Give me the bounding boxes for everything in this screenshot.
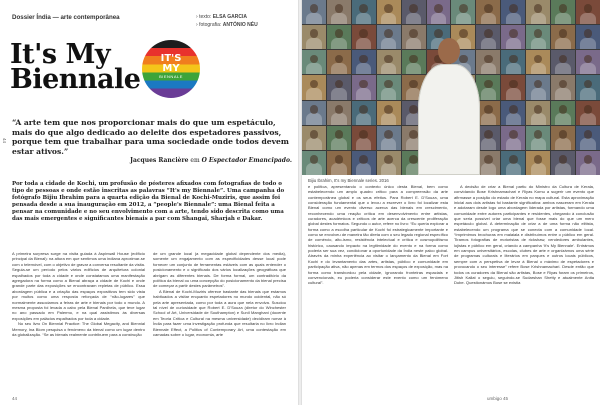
portrait-head xyxy=(559,130,568,139)
portrait-head xyxy=(384,80,393,89)
portrait-body xyxy=(506,138,521,150)
paragraph: A decisão de criar a Bienal partiu do Ministro da Cultura de Kerala, convidando Bose Krishnamachari e Riyas Komu a sugerir um evento que afirmasse a posição do estado de Kerala no mapa cultural. Esta aproximação inicial aos dois artistas foi bastante significativa: ambos nasceram em Kerala e adotaram desde logo uma abordagem liderada por artistas, formando uma comunidade entre autores participantes e residentes, chegando à conclusão que seria possível criar uma bienal que fosse mais do que um mero espetáculo global. A determinação de criar a de uma forma não elitista, estabelecendo um programa que se conecta com a comunidade local. “Imprimimos brochuras em malaiala e distribuímos entre o público em geral. Tiramos fotografias de motoristas de rickshaw, vendedores ambulantes, lojistas e público em geral, criando a campanha ‘It's My Biennale’. Entrámos em campus universitários, escolas, clubes de arte e organizámos uma série de programas culturais e literários em parques e outros locais públicos, sempre com a perspetiva de levar à Bienal o máximo de espetadores e provocando o seu interesse” refere Bose Krishnamachari. Desde então que todos os curadores da Bienal são artistas, Bose e Riyas foram os primeiros, Jitish Kallat o seguiu, seguindo-se Sudarshan Shetty e atualmente Anita Dube. Questionámos Bose se existia xyxy=(454,184,594,286)
mosaic-portrait-tile xyxy=(302,75,326,99)
portrait-body xyxy=(580,113,595,125)
portrait-body xyxy=(331,13,346,25)
portrait-head xyxy=(384,29,393,38)
portrait-body xyxy=(406,13,421,25)
paragraph: A primeira surpresa surge na visita guiada à Aspinwall House (edifício principal da Bienal): na altura em que sentimos uma indiana aproximar-se com o telemóvel, com o objetivo de gravar a conversa resultante da visita. Seguia-se um período pelos vários edifícios de arquitetura colonial espalhados por toda a cidade e onde constatamos uma manifestação agregadora na forma como a Bienal abraça a cidade de Kochi e onde grande parte das exposições se encontravam repletas de público. Essa abordagem pública e a criação das espaços expositivos tem sido vista por muitos como uma resposta reforçada de “não-lugares” que normalmente associamos a feiras de arte e bienais por todo o mundo. A mesma proposta foi levada a cabo pela Bienal Pardhela, que teve lugar no ano passado em Palermo, e na qual assistimos às diversas exposições em palácios espalhados por toda a cidade. xyxy=(12,251,145,321)
mosaic-portrait-tile xyxy=(302,126,326,150)
mosaic-portrait-tile xyxy=(377,101,401,125)
mosaic-portrait-tile xyxy=(327,126,351,150)
section-title: Dossier Índia — arte contemporânea xyxy=(12,14,120,21)
portrait-head xyxy=(384,4,393,13)
mosaic-portrait-tile xyxy=(501,0,525,24)
mosaic-portrait-tile xyxy=(501,101,525,125)
paragraph: e política, apresentando o contexto único desta Bienal, bem como estabelecendo um amplo quadro crítico para a compreensão da arte contemporânea global e os seus efeitos. Para Robert E. D'Souza, uma consideração fundamental que o levou a escrever o livro foi localizar esta Bienal como um evento diverso acerca das bienais em crescimento, reconhecendo uma reação crítica em desenvolvimento entre artistas, curadores, académicos e críticos de arte acerca da crescente proliferação global destes formatos. Segundo o autor, refere no livro: “Eu queria explorar a forma como a escolha particular de Kochi foi estrategicamente importante e como se envolveu de maneira tão direta com o seu legado regional específico de comércio, alto-ismo, resistência intelectual e crítica e cosmopolitismo histórico, causando impacto na legitimidade do evento e na forma como poderia ser sua vez, condicionar a oportunidade da Índia neste palco global. Através da minha experiência ao visitar o lançamento da Bienal em Fort Kochi e do levantamento das artes, artistas, público e comunidade em participação ativa, não apenas em termos dos espaços de exposição, mas na forma como transbordou pela cidade, ignorando fronteiras espaciais e convencionais, eu poderia considerar este evento como um fenómeno cultural”. xyxy=(308,184,448,286)
portrait-head xyxy=(559,55,568,64)
portrait-body xyxy=(306,113,321,125)
portrait-head xyxy=(359,80,368,89)
portrait-body xyxy=(381,63,396,75)
portrait-body xyxy=(356,88,371,100)
portrait-head xyxy=(310,130,319,139)
portrait-head xyxy=(409,4,418,13)
portrait-head xyxy=(384,105,393,114)
portrait-body xyxy=(555,88,570,100)
portrait-body xyxy=(306,38,321,50)
logo-subtext: BIENNALE xyxy=(159,74,183,79)
mosaic-portrait-tile xyxy=(526,126,550,150)
mosaic-portrait-tile xyxy=(352,50,376,74)
portrait-body xyxy=(531,88,546,100)
portrait-body xyxy=(356,138,371,150)
mosaic-portrait-tile xyxy=(551,75,575,99)
body-column-3 xyxy=(308,184,448,286)
portrait-head xyxy=(584,29,593,38)
portrait-body xyxy=(381,38,396,50)
portrait-body xyxy=(381,13,396,25)
mosaic-portrait-tile xyxy=(576,151,600,175)
page-number-left: 44 xyxy=(12,396,18,401)
portrait-head xyxy=(359,130,368,139)
figure-body xyxy=(418,64,480,175)
mosaic-portrait-tile xyxy=(327,75,351,99)
photo-credit: › fotografia: ANTÓNIO NÉU xyxy=(196,22,258,28)
page-number-right xyxy=(487,396,508,401)
paragraph: A Bienal de Kochi-Muziris oferece bastante das bienais que estamos habituados a visitar enquanto espetadores no mundo ocidental, não só pela arte apresentada, como por toda a aura que nela envolva. Susciou tal nível de curiosidade que Robert E. D'Souza (diretor do Winchester School of Art, Universidade de Southampton) e Sunil Manghani (docente em Teoria Crítica e Cultural na mesma universidade) decidiram rumar à Índia para fazer uma investigação profunda que resultaria no livro Indian Biennale Effect, a Politics of Contemporary Art, uma contestação em camadas sobre o lugar, economia, arte xyxy=(153,288,286,338)
mosaic-portrait-tile xyxy=(352,101,376,125)
title-line-1: It's My xyxy=(10,39,111,70)
mosaic-portrait-tile xyxy=(576,126,600,150)
portrait-body xyxy=(555,163,570,175)
portrait-body xyxy=(381,138,396,150)
portrait-head xyxy=(384,55,393,64)
mosaic-portrait-tile xyxy=(327,50,351,74)
mosaic-portrait-tile xyxy=(576,50,600,74)
body-column-4 xyxy=(454,184,594,286)
portrait-head xyxy=(359,155,368,164)
mosaic-portrait-tile xyxy=(427,0,451,24)
portrait-head xyxy=(559,4,568,13)
mosaic-portrait-tile xyxy=(451,0,475,24)
portrait-body xyxy=(555,38,570,50)
portrait-head xyxy=(335,130,344,139)
mosaic-portrait-tile xyxy=(377,0,401,24)
left-page xyxy=(0,0,298,405)
mosaic-portrait-tile xyxy=(352,151,376,175)
mosaic-portrait-tile xyxy=(576,75,600,99)
portrait-body xyxy=(506,163,521,175)
portrait-head xyxy=(335,105,344,114)
portrait-head xyxy=(384,155,393,164)
portrait-head xyxy=(559,105,568,114)
logo-text: IT'S MY xyxy=(160,53,182,74)
photo-caption: Bijiu Ibrahim, It's my Biennale series. 2016 xyxy=(308,178,389,183)
mosaic-portrait-tile xyxy=(402,0,426,24)
mosaic-portrait-tile xyxy=(327,0,351,24)
side-page-marker: 44 xyxy=(2,138,7,144)
portrait-head xyxy=(359,29,368,38)
mosaic-portrait-tile xyxy=(576,0,600,24)
portrait-head xyxy=(584,4,593,13)
mosaic-portrait-tile xyxy=(551,25,575,49)
title-line-2: Biennale xyxy=(10,64,141,95)
figure-head xyxy=(438,38,460,64)
portrait-body xyxy=(580,163,595,175)
mosaic-portrait-tile xyxy=(302,50,326,74)
magazine-name: umbigo xyxy=(487,396,502,401)
mosaic-portrait-tile xyxy=(526,151,550,175)
mosaic-portrait-tile xyxy=(377,126,401,150)
article-lead: Por toda a cidade de Kochi, um profusão de pósteres afixados com fotografias de todo o tipo de pessoas e onde estão inscritas as palavras “It's my Biennale”. Uma campanha do fotógrafo Bijiu Ibrahim para a quarta edição da Bienal de Kochi-Muziris, que assim foi pensada desde a sua inauguração em 2012, a “people's Biennale”: uma Bienal feita a pensar na comunidade e no seu envolvimento com a arte, tendo sido descrita como uma das mais emergentes e significantes bienais a par com Shangai, Sharjah e Dakar. xyxy=(12,181,285,222)
portrait-body xyxy=(531,163,546,175)
portrait-body xyxy=(481,13,496,25)
mosaic-portrait-tile xyxy=(352,0,376,24)
portrait-head xyxy=(534,29,543,38)
its-my-biennale-logo xyxy=(142,40,200,98)
portrait-head xyxy=(509,29,518,38)
paragraph: de um grande local (a megacidade global dependente dos media), somente um engajamento com as especificidades desse local pode fornecer um conjunto de ferramentas estáveis com as quais entender o posicionamento e o significado dos vários localizações geográficas que abrigam as diferentes bienais. De forma formal, um contraditório da política da bienal ou uma concepção do posicionamento da bienal precisa de começar a partir destes parâmetros”. xyxy=(153,251,286,289)
portrait-body xyxy=(531,13,546,25)
portrait-body xyxy=(555,13,570,25)
portrait-body xyxy=(506,113,521,125)
portrait-head xyxy=(559,29,568,38)
mosaic-portrait-tile xyxy=(526,75,550,99)
paragraph: No seu livro On Biennial Practice: The Global Megacity, and Biennial Memory, Ina Blom pesquisa o fenómeno da bienal como um lugar dentro da globalização. “Se as bienais realmente contribuem para a construção xyxy=(12,321,145,338)
portrait-body xyxy=(381,88,396,100)
mosaic-portrait-tile xyxy=(551,126,575,150)
mosaic-portrait-tile xyxy=(302,25,326,49)
portrait-head xyxy=(335,29,344,38)
portrait-body xyxy=(356,13,371,25)
portrait-head xyxy=(509,80,518,89)
portrait-head xyxy=(359,55,368,64)
portrait-head xyxy=(534,55,543,64)
mosaic-portrait-tile xyxy=(526,0,550,24)
portrait-body xyxy=(331,88,346,100)
mosaic-portrait-tile xyxy=(526,50,550,74)
mosaic-portrait-tile xyxy=(352,25,376,49)
portrait-body xyxy=(580,88,595,100)
portrait-body xyxy=(356,113,371,125)
mosaic-portrait-tile xyxy=(501,75,525,99)
portrait-head xyxy=(310,155,319,164)
mosaic-portrait-tile xyxy=(476,0,500,24)
portrait-head xyxy=(359,105,368,114)
portrait-body xyxy=(356,38,371,50)
text-credit: › texto: ELSA GARCIA xyxy=(196,14,247,20)
portrait-head xyxy=(434,4,443,13)
portrait-head xyxy=(484,4,493,13)
page-number: 45 xyxy=(503,396,509,401)
mosaic-portrait-tile xyxy=(501,126,525,150)
body-column-1 xyxy=(12,251,145,338)
right-page xyxy=(302,0,600,405)
mosaic-portrait-tile xyxy=(377,50,401,74)
portrait-head xyxy=(335,155,344,164)
portrait-body xyxy=(356,163,371,175)
mosaic-portrait-tile xyxy=(327,151,351,175)
mosaic-portrait-tile xyxy=(551,50,575,74)
portrait-body xyxy=(331,38,346,50)
portrait-body xyxy=(555,63,570,75)
portrait-body xyxy=(555,138,570,150)
mosaic-portrait-tile xyxy=(551,151,575,175)
central-portrait-figure xyxy=(406,30,494,175)
portrait-body xyxy=(356,63,371,75)
portrait-head xyxy=(584,155,593,164)
portrait-body xyxy=(531,63,546,75)
portrait-body xyxy=(531,38,546,50)
mosaic-portrait-tile xyxy=(352,126,376,150)
portrait-body xyxy=(555,113,570,125)
portrait-body xyxy=(580,63,595,75)
quote-attribution: Jacques Rancière em O Espectador Emancipado. xyxy=(130,157,292,164)
mosaic-portrait-tile xyxy=(551,101,575,125)
portrait-head xyxy=(459,4,468,13)
portrait-body xyxy=(331,113,346,125)
article-title xyxy=(10,39,141,95)
mosaic-portrait-tile xyxy=(327,25,351,49)
portrait-head xyxy=(534,4,543,13)
credits xyxy=(196,13,258,29)
pull-quote: “A arte tem que nos proporcionar mais do que um espetáculo, mais do que algo dedicado ao deleite dos espetadores passivos, porque tem que trabalhar para uma sociedade onde todos devem estar ativos.” xyxy=(12,118,289,156)
portrait-body xyxy=(506,63,521,75)
portrait-head xyxy=(335,4,344,13)
portrait-body xyxy=(456,13,471,25)
mosaic-portrait-tile xyxy=(576,101,600,125)
mosaic-portrait-tile xyxy=(302,151,326,175)
portrait-head xyxy=(335,55,344,64)
portrait-body xyxy=(331,163,346,175)
portrait-body xyxy=(306,163,321,175)
mosaic-portrait-tile xyxy=(501,25,525,49)
portrait-head xyxy=(384,130,393,139)
portrait-body xyxy=(306,138,321,150)
mosaic-portrait-tile xyxy=(377,151,401,175)
portrait-body xyxy=(506,13,521,25)
mosaic-portrait-tile xyxy=(302,101,326,125)
portrait-head xyxy=(534,105,543,114)
mosaic-portrait-tile xyxy=(501,151,525,175)
mosaic-portrait-tile xyxy=(526,101,550,125)
mosaic-portrait-tile xyxy=(576,25,600,49)
portrait-body xyxy=(506,38,521,50)
portrait-body xyxy=(306,63,321,75)
portrait-head xyxy=(509,55,518,64)
portrait-head xyxy=(310,4,319,13)
portrait-head xyxy=(310,29,319,38)
mosaic-portrait-tile xyxy=(352,75,376,99)
portrait-head xyxy=(359,4,368,13)
portrait-body xyxy=(381,163,396,175)
portrait-body xyxy=(331,138,346,150)
mosaic-portrait-tile xyxy=(377,25,401,49)
portrait-head xyxy=(509,155,518,164)
mosaic-portrait-tile xyxy=(302,0,326,24)
portrait-body xyxy=(580,38,595,50)
portrait-body xyxy=(506,88,521,100)
portrait-body xyxy=(306,13,321,25)
portrait-body xyxy=(381,113,396,125)
portrait-head xyxy=(584,105,593,114)
portrait-head xyxy=(584,130,593,139)
portrait-body xyxy=(531,138,546,150)
mosaic-portrait-tile xyxy=(526,25,550,49)
portrait-body xyxy=(306,88,321,100)
portrait-body xyxy=(580,138,595,150)
portrait-body xyxy=(580,13,595,25)
portrait-head xyxy=(584,55,593,64)
mosaic-portrait-tile xyxy=(551,0,575,24)
portrait-body xyxy=(431,13,446,25)
portrait-body xyxy=(531,113,546,125)
portrait-head xyxy=(310,105,319,114)
mosaic-portrait-tile xyxy=(327,101,351,125)
portrait-head xyxy=(310,55,319,64)
body-column-2 xyxy=(153,251,286,338)
portrait-head xyxy=(509,105,518,114)
mosaic-portrait-tile xyxy=(501,50,525,74)
portrait-head xyxy=(509,130,518,139)
mosaic-portrait-tile xyxy=(377,75,401,99)
portrait-head xyxy=(509,4,518,13)
portrait-body xyxy=(331,63,346,75)
